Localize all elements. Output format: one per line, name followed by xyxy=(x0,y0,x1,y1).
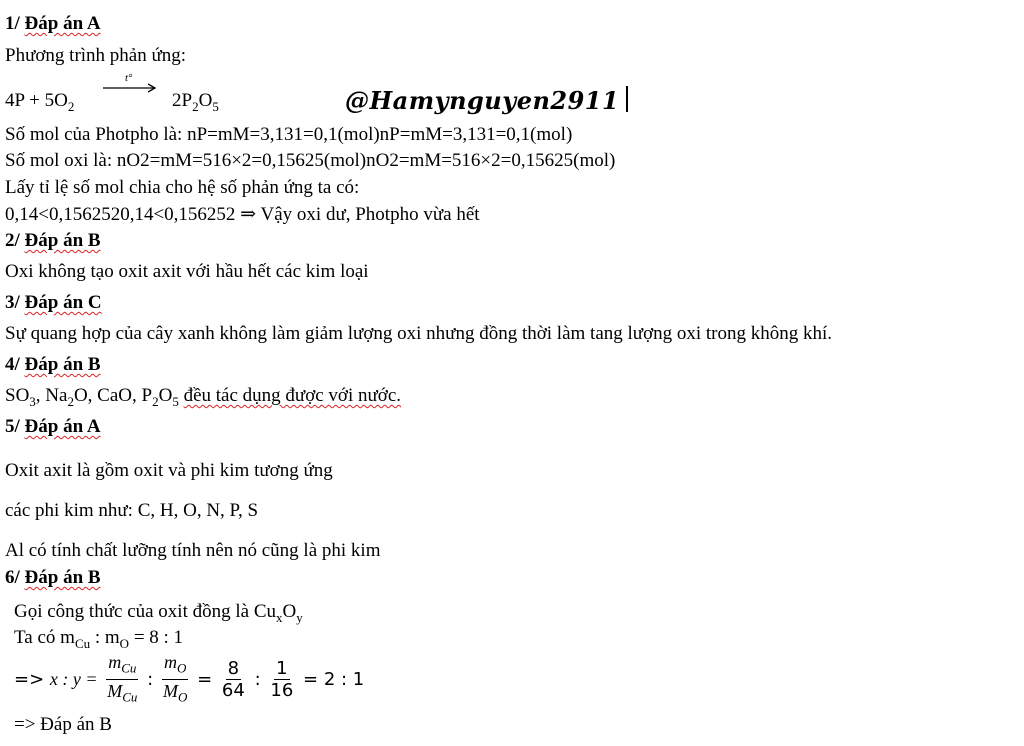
q5-answer: Đáp án A xyxy=(24,416,101,437)
reaction-arrow-icon xyxy=(103,72,157,96)
q3-answer: Đáp án C xyxy=(24,292,102,313)
q2-answer: Đáp án B xyxy=(24,230,101,251)
fraction-8-64: $\frac{8}{64}$ xyxy=(221,657,245,701)
q4-answer: Đáp án B xyxy=(24,354,101,375)
arrow-label: t° xyxy=(125,72,133,84)
q1-heading xyxy=(5,13,101,35)
q6-heading: 6/ Đáp án B xyxy=(5,567,101,588)
q1-line-1: Số mol của Photpho là: nP=mM=3,131=0,1(mol)nP=mM=3,131=0,1(mol) xyxy=(5,124,573,145)
q6-final: => Đáp án B xyxy=(14,714,112,735)
q1-line-4: 0,14<0,1562520,14<0,156252 ⇒ Vậy oxi dư, Photpho vừa hết xyxy=(5,204,480,225)
q1-line-3: Lấy tỉ lệ số mol chia cho hệ số phản ứng ta có: xyxy=(5,177,360,198)
q6-answer: Đáp án B xyxy=(24,567,101,588)
text-cursor xyxy=(626,86,628,112)
q4-text: $SO_3$, $Na_2O$, CaO, $P_2O_5$ đều tác dụng được với nước. xyxy=(5,385,402,409)
q5-text-2: các phi kim như: C, H, O, N, P, S xyxy=(5,500,259,521)
q3-text: Sự quang hợp của cây xanh không làm giảm lượng oxi nhưng đồng thời làm tang lượng oxi trong không khí. xyxy=(5,323,833,344)
fraction-mo-Mo: $\frac{m_O}{M_O}$ xyxy=(162,652,188,705)
fraction-mcu-Mcu: $\frac{m_{Cu}}{M_{Cu}}$ xyxy=(107,652,138,705)
fraction-1-16: $\frac{1}{16}$ xyxy=(270,657,294,701)
q1-eq-left: $4P + 5O_2$ xyxy=(5,90,75,114)
q6-text-2: Ta có $m_{Cu}$ : $m_O = 8$ : 1 xyxy=(14,627,184,651)
q1-eq-right: $2P_2O_5$ xyxy=(172,90,219,114)
q5-heading: 5/ Đáp án A xyxy=(5,416,101,437)
q2-text: Oxi không tạo oxit axit với hầu hết các kim loại xyxy=(5,261,369,282)
q4-heading: 4/ Đáp án B xyxy=(5,354,101,375)
author-signature: @Hamynguyen2911 xyxy=(345,86,620,115)
q1-intro: Phương trình phản ứng: xyxy=(5,45,187,66)
q3-heading: 3/ Đáp án C xyxy=(5,292,102,313)
q6-formula: => x : y = $\frac{m_{Cu}}{M_{Cu}}$ : $\frac{m_O}{M_O}$ = $\frac{8}{64}$ : $\frac{1}{16}$ = 2 : 1 xyxy=(14,652,364,708)
q6-text-1: Gọi công thức của oxit đồng là $Cu_xO_y$ xyxy=(14,601,303,625)
q2-heading: 2/ Đáp án B xyxy=(5,230,101,251)
q5-text-3: Al có tính chất lưỡng tính nên nó cũng là phi kim xyxy=(5,540,381,561)
q1-answer: Đáp án A xyxy=(24,13,101,34)
q1-line-2: Số mol oxi là: nO2=mM=516×2=0,15625(mol)nO2=mM=516×2=0,15625(mol) xyxy=(5,150,616,171)
q1-number: 1/ xyxy=(5,13,20,34)
q5-text-1: Oxit axit là gồm oxit và phi kim tương ứng xyxy=(5,460,333,481)
